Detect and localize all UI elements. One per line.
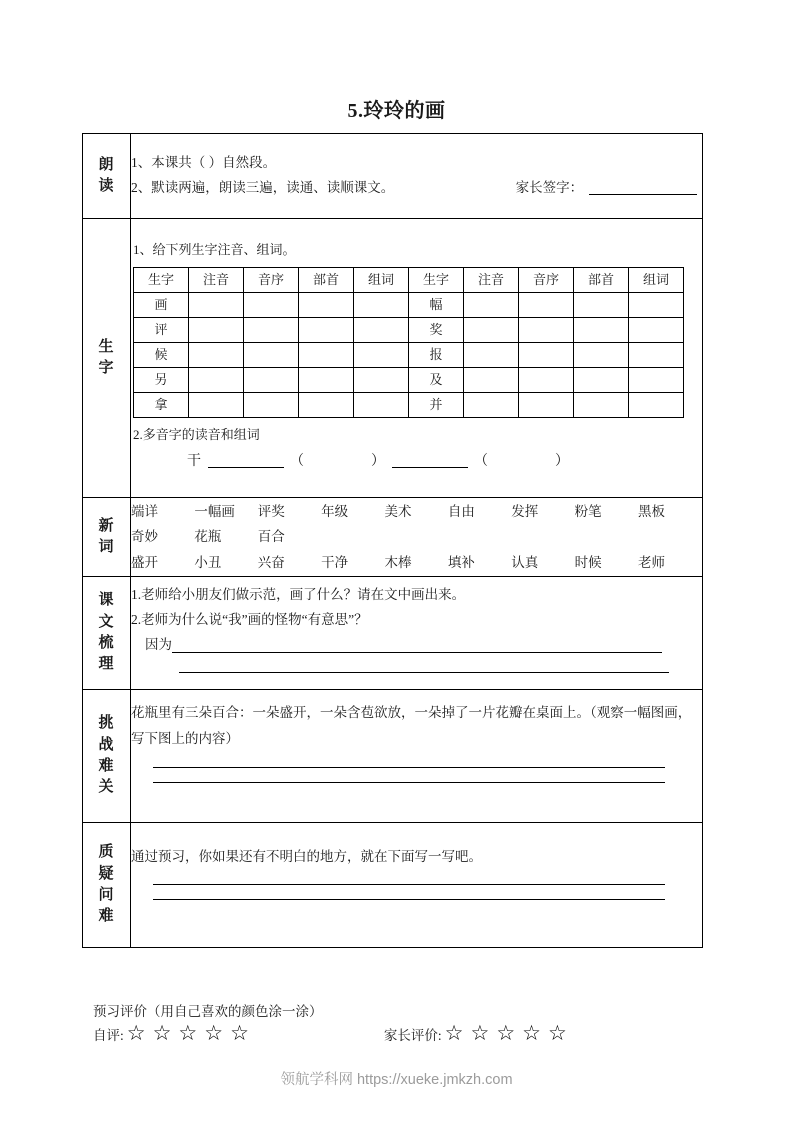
row-label-char: 难 [98, 908, 115, 925]
row-label-char: 生 [98, 338, 115, 355]
row-label-char: 梳 [98, 635, 115, 651]
word-item: 美术 [384, 503, 412, 519]
polyphone-pinyin-blank-2[interactable] [392, 467, 468, 468]
initial-cell[interactable] [244, 343, 299, 368]
radical-cell[interactable] [574, 318, 629, 343]
site-watermark: 领航学科网 https://xueke.jmkzh.com [280, 1072, 513, 1088]
radical-cell[interactable] [299, 393, 354, 418]
initial-cell[interactable] [519, 368, 574, 393]
reading-line-2: 2、默读两遍，朗读三遍，读通、读顺课文。 [131, 180, 395, 195]
word-cell[interactable] [629, 343, 684, 368]
parent-signature-group [516, 176, 697, 201]
star-icon[interactable]: ☆ [522, 1021, 541, 1045]
col-header: 组词 [354, 268, 409, 293]
word-cell[interactable] [629, 393, 684, 418]
reading-line-2-wrap [131, 176, 702, 201]
initial-cell[interactable] [519, 293, 574, 318]
character-cell: 并 [409, 393, 464, 418]
table-row-questions [83, 823, 703, 948]
radical-cell[interactable] [299, 293, 354, 318]
challenge-prompt: 花瓶里有三朵百合：一朵盛开，一朵含苞欲放，一朵掉了一片花瓣在桌面上。（观察一幅图画，写下图上的内容） [131, 705, 692, 747]
word-item: 百合 [257, 529, 285, 545]
row-label-char: 质 [98, 844, 115, 861]
evaluation-rows [93, 1023, 713, 1044]
pinyin-cell[interactable] [189, 343, 244, 368]
word-cell[interactable] [354, 318, 409, 343]
col-header: 音序 [519, 268, 574, 293]
star-icon[interactable]: ☆ [126, 1021, 146, 1045]
word-cell[interactable] [354, 368, 409, 393]
row-body-textreview [131, 577, 703, 690]
word-item: 年级 [321, 503, 349, 519]
self-evaluation-label: 自评: [93, 1027, 124, 1043]
table-row [134, 293, 684, 318]
star-icon[interactable]: ☆ [178, 1021, 198, 1045]
row-label-char: 朗 [98, 156, 115, 173]
table-row-newcharacters [83, 219, 703, 498]
row-body-newwords [131, 498, 703, 577]
questions-blank-line-1[interactable] [153, 883, 665, 885]
word-row [131, 499, 702, 525]
word-item: 发挥 [511, 503, 539, 519]
radical-cell[interactable] [299, 343, 354, 368]
polyphone-character: 干 [187, 454, 201, 470]
word-item: 端详 [131, 503, 158, 519]
parent-evaluation-label: 家长评价: [383, 1027, 442, 1043]
questions-blank-line-2[interactable] [153, 898, 665, 900]
textreview-answer-row [131, 633, 702, 658]
col-header: 生字 [134, 268, 189, 293]
word-item: 盛开 [131, 554, 158, 570]
character-cell: 画 [134, 293, 189, 318]
table-row [134, 368, 684, 393]
star-icon[interactable]: ☆ [230, 1021, 249, 1045]
row-label-char: 课 [98, 592, 115, 609]
row-label-char: 字 [98, 360, 115, 376]
word-item: 兴奋 [257, 554, 285, 570]
col-header: 注音 [464, 268, 519, 293]
star-icon[interactable]: ☆ [547, 1021, 567, 1045]
challenge-blank-line-1[interactable] [153, 766, 665, 768]
word-item: 填补 [447, 554, 475, 570]
row-label-char: 难 [98, 758, 115, 774]
word-item: 自由 [447, 503, 475, 519]
col-header: 音序 [244, 268, 299, 293]
answer-lead-label: 因为 [145, 636, 172, 652]
paren-close-1: ） [371, 454, 385, 470]
character-cell: 评 [134, 318, 189, 343]
initial-cell[interactable] [519, 318, 574, 343]
word-cell[interactable] [354, 343, 409, 368]
word-row [131, 550, 702, 576]
row-label-char: 词 [98, 539, 115, 555]
radical-cell[interactable] [574, 368, 629, 393]
character-grid-header-row [134, 268, 684, 293]
row-label-char: 疑 [98, 865, 115, 882]
character-cell: 拿 [134, 393, 189, 418]
row-label-char: 读 [98, 178, 115, 194]
row-label-char: 文 [98, 613, 115, 630]
table-row-reading [83, 134, 703, 219]
parent-signature-label: 家长签字： [515, 180, 584, 195]
reading-line-1: 1、本课共（ ）自然段。 [131, 155, 277, 171]
initial-cell[interactable] [244, 368, 299, 393]
radical-cell[interactable] [574, 393, 629, 418]
worksheet-table [82, 133, 703, 948]
paren-close-2: ） [555, 454, 569, 470]
parent-evaluation-stars[interactable] [445, 1023, 574, 1044]
paren-open-2: （ [474, 454, 488, 470]
table-row [134, 343, 684, 368]
word-item: 评奖 [257, 503, 285, 519]
row-label-reading [83, 134, 131, 219]
answer-blank-line-1[interactable] [172, 652, 662, 653]
word-item: 老师 [638, 554, 665, 570]
word-row [131, 524, 702, 550]
star-icon[interactable]: ☆ [444, 1021, 464, 1045]
col-header: 部首 [299, 268, 354, 293]
polyphone-title: 2.多音字的读音和组词 [133, 427, 260, 443]
pinyin-cell[interactable] [464, 318, 519, 343]
row-body-reading [131, 134, 703, 219]
character-cell: 奖 [409, 318, 464, 343]
row-label-char: 战 [98, 736, 115, 753]
evaluation-title: 预习评价（用自己喜欢的颜色涂一涂） [93, 1004, 323, 1019]
word-item: 粉笔 [574, 503, 602, 519]
star-icon[interactable]: ☆ [152, 1021, 172, 1045]
row-label-char: 理 [98, 656, 115, 673]
row-label-char: 问 [98, 887, 115, 903]
word-item: 木棒 [384, 554, 412, 570]
star-icon[interactable]: ☆ [470, 1021, 490, 1045]
pinyin-cell[interactable] [464, 343, 519, 368]
word-item: 认真 [511, 554, 539, 570]
pinyin-cell[interactable] [189, 393, 244, 418]
initial-cell[interactable] [519, 343, 574, 368]
word-cell[interactable] [354, 293, 409, 318]
textreview-question-2: 2.老师为什么说“我”画的怪物“有意思”？ [131, 611, 368, 627]
radical-cell[interactable] [299, 368, 354, 393]
self-evaluation-stars[interactable] [127, 1023, 256, 1044]
row-label-char: 关 [98, 779, 115, 796]
challenge-blank-line-2[interactable] [153, 781, 665, 783]
row-label-newwords [83, 498, 131, 577]
parent-evaluation-group [384, 1023, 574, 1044]
row-body-challenge [131, 690, 703, 823]
pinyin-cell[interactable] [189, 293, 244, 318]
answer-blank-line-2[interactable] [179, 671, 669, 673]
table-row-textreview [83, 577, 703, 690]
radical-cell[interactable] [299, 318, 354, 343]
newcharacters-hint: 1、给下列生字注音、组词。 [133, 242, 296, 257]
character-cell: 幅 [409, 293, 464, 318]
initial-cell[interactable] [519, 393, 574, 418]
row-label-challenge [83, 690, 131, 823]
textreview-question-1: 1.老师给小朋友们做示范，画了什么？请在文中画出来。 [131, 587, 466, 602]
pinyin-cell[interactable] [464, 393, 519, 418]
evaluation-section [93, 1000, 713, 1044]
character-cell: 候 [134, 343, 189, 368]
character-cell: 及 [409, 368, 464, 393]
table-row-challenge [83, 690, 703, 823]
table-row [134, 393, 684, 418]
parent-signature-blank[interactable] [589, 194, 697, 195]
row-label-textreview [83, 577, 131, 690]
pinyin-cell[interactable] [189, 318, 244, 343]
page-title: 5.玲玲的画 [347, 100, 446, 122]
table-row-newwords [83, 498, 703, 577]
col-header: 部首 [574, 268, 629, 293]
word-item: 小丑 [194, 554, 222, 570]
col-header: 生字 [409, 268, 464, 293]
star-icon[interactable]: ☆ [204, 1021, 224, 1045]
word-item: 奇妙 [131, 529, 158, 545]
col-header: 组词 [629, 268, 684, 293]
pinyin-cell[interactable] [464, 293, 519, 318]
row-label-char: 新 [98, 517, 115, 534]
word-item: 时候 [574, 554, 602, 570]
radical-cell[interactable] [574, 343, 629, 368]
initial-cell[interactable] [244, 393, 299, 418]
table-row [134, 318, 684, 343]
character-grid [133, 267, 684, 418]
word-cell[interactable] [629, 293, 684, 318]
pinyin-cell[interactable] [464, 368, 519, 393]
word-cell[interactable] [629, 368, 684, 393]
row-label-newcharacters [83, 219, 131, 498]
character-cell: 另 [134, 368, 189, 393]
paren-open-1: （ [290, 454, 304, 470]
word-cell[interactable] [354, 393, 409, 418]
row-label-questions [83, 823, 131, 948]
row-label-char: 挑 [98, 715, 115, 732]
radical-cell[interactable] [574, 293, 629, 318]
star-icon[interactable]: ☆ [496, 1021, 516, 1045]
initial-cell[interactable] [244, 293, 299, 318]
word-item: 黑板 [638, 503, 665, 519]
row-body-questions [131, 823, 703, 948]
col-header: 注音 [189, 268, 244, 293]
character-cell: 报 [409, 343, 464, 368]
pinyin-cell[interactable] [189, 368, 244, 393]
word-item: 一幅画 [194, 503, 235, 519]
initial-cell[interactable] [244, 318, 299, 343]
word-item: 干净 [321, 554, 349, 570]
word-item: 花瓶 [194, 529, 222, 545]
polyphone-line [131, 449, 702, 475]
word-cell[interactable] [629, 318, 684, 343]
questions-prompt: 通过预习，你如果还有不明白的地方，就在下面写一写吧。 [131, 849, 482, 864]
self-evaluation-group [93, 1023, 256, 1044]
polyphone-pinyin-blank-1[interactable] [208, 467, 284, 468]
row-body-newcharacters [131, 219, 703, 498]
